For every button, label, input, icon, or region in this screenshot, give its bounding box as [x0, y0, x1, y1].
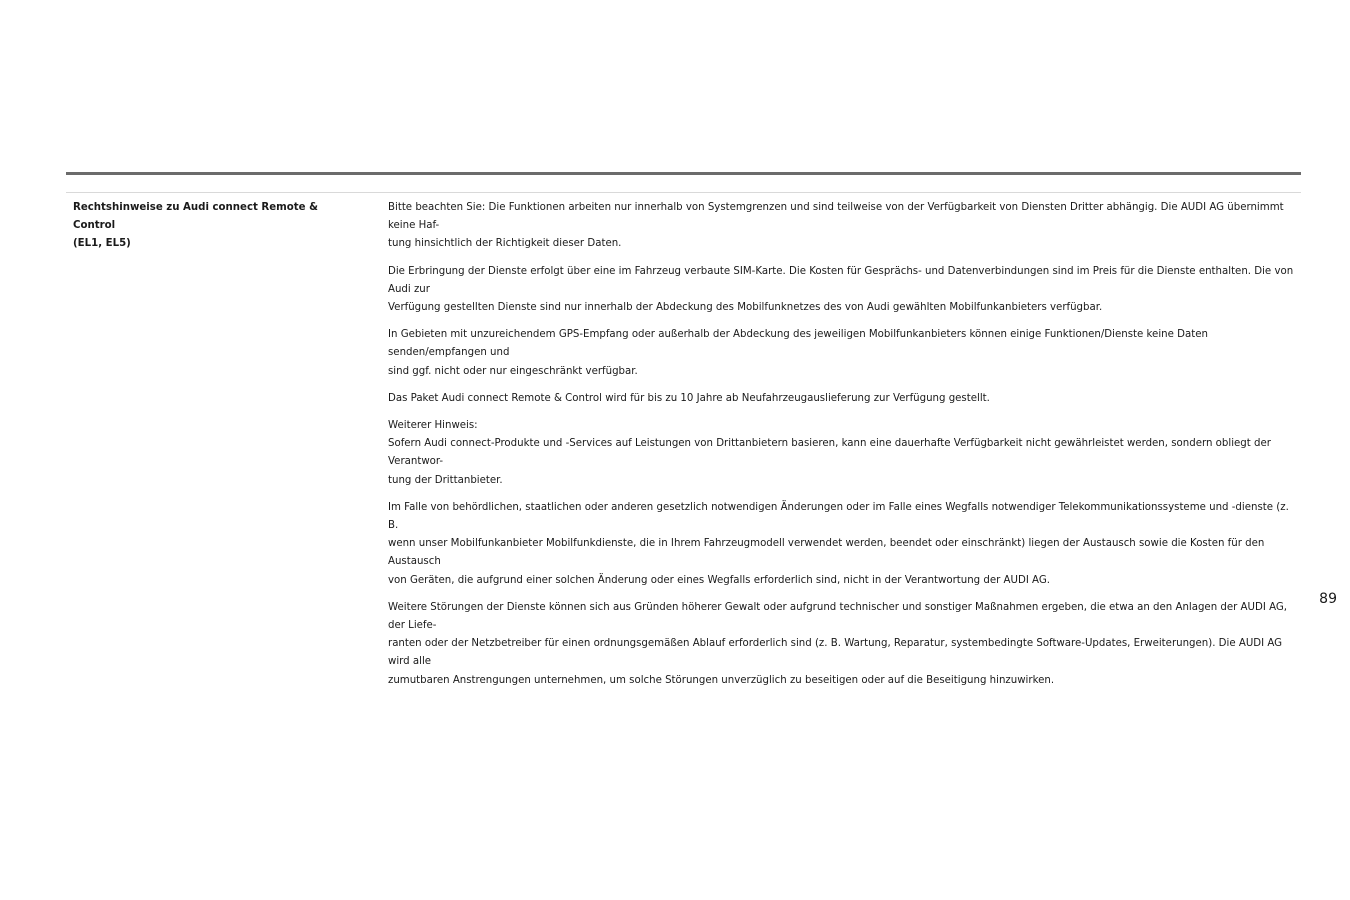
section-label: [73, 199, 363, 254]
paragraph-gps-coverage: In Gebieten mit unzureichendem GPS-Empfang oder außerhalb der Abdeckung des jeweiligen Mobilfunkanbieters können einige Funktionen/Dienste keine Daten senden/empfangen und sind ggf. nicht oder nur eingeschränkt verfügbar.: [388, 329, 1208, 377]
paragraph-regulatory-changes: Im Falle von behördlichen, staatlichen oder anderen gesetzlich notwendigen Änderungen oder im Falle eines Wegfalls notwendiger Telekommunikationssysteme und -dienste (z. B. wenn unser Mobilfunkanbieter Mobilfunkdienste, die in Ihrem Fahrzeugmodell verwendet werden, beendet oder einschränkt) liegen der Austausch sowie die Kosten für den Austausch von Geräten, die aufgrund einer solchen Änderung oder eines Wegfalls erforderlich sind, nicht in der Verantwortung der AUDI AG.: [388, 501, 1289, 586]
paragraph-package-duration: Das Paket Audi connect Remote & Control wird für bis zu 10 Jahre ab Neufahrzeugauslieferung zur Verfügung gestellt.: [388, 392, 990, 404]
paragraph-service-disruptions: Weitere Störungen der Dienste können sich aus Gründen höherer Gewalt oder aufgrund technischer und sonstiger Maßnahmen ergeben, die etwa an den Anlagen der AUDI AG, der Liefe- ranten oder der Netzbetreiber für einen ordnungsgemäßen Ablauf erforderlich sind (z. B. Wartung, Reparatur, systembedingte Software-Updates, Erweiterungen). Die AUDI AG wird alle zumutbaren Anstrengungen unternehmen, um solche Störungen unverzüglich zu beseitigen oder auf die Beseitigung hinzuwirken.: [388, 601, 1287, 686]
page-number: 89: [1319, 591, 1337, 607]
table-row-divider: [66, 192, 1301, 193]
section-label-text: Rechtshinweise zu Audi connect Remote & Control (EL1, EL5): [73, 202, 318, 250]
section-body: [388, 199, 1300, 699]
paragraph-further-notice: Weiterer Hinweis: Sofern Audi connect-Produkte und -Services auf Leistungen von Drittanbietern basieren, kann eine dauerhafte Verfügbarkeit nicht gewährleistet werden, sondern obliegt der Verantwor- tung der Drittanbieter.: [388, 420, 1271, 486]
paragraph-system-limits: Bitte beachten Sie: Die Funktionen arbeiten nur innerhalb von Systemgrenzen und sind teilweise von der Verfügbarkeit von Diensten Dritter abhängig. Die AUDI AG übernimmt keine Haf- tung hinsichtlich der Richtigkeit dieser Daten.: [388, 202, 1284, 250]
paragraph-sim-card: Die Erbringung der Dienste erfolgt über eine im Fahrzeug verbaute SIM-Karte. Die Kosten für Gesprächs- und Datenverbindungen sind im Preis für die Dienste enthalten. Die von Audi zur Verfügung gestellten Dienste sind nur innerhalb der Abdeckung des Mobilfunknetzes des von Audi gewählten Mobilfunkanbieters verfügbar.: [388, 265, 1294, 314]
header-divider: [66, 172, 1301, 175]
